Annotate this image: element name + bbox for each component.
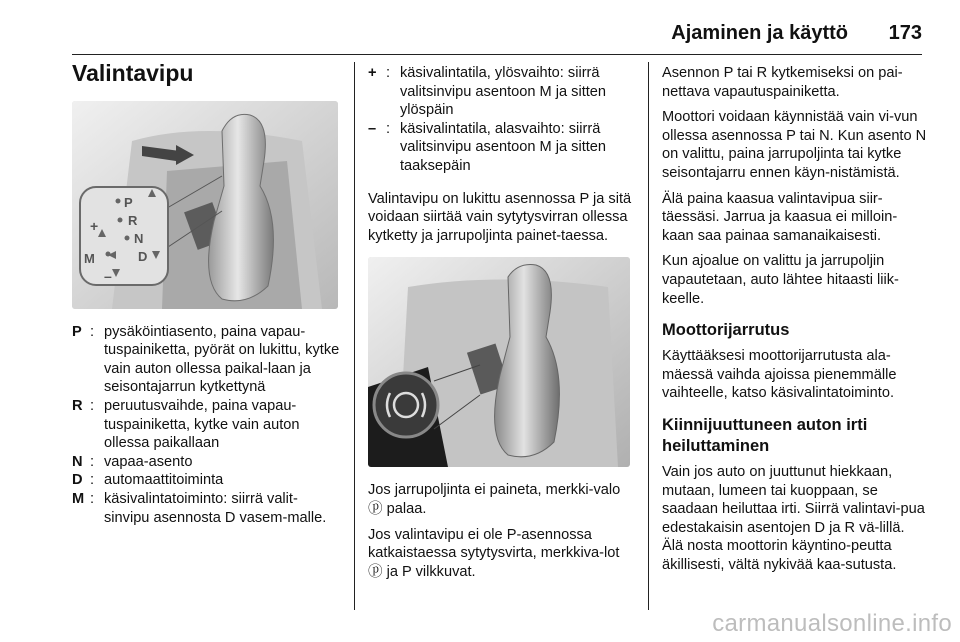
column-divider-2 (648, 62, 649, 610)
figure-label-d: D (138, 248, 148, 264)
figure-label-plus: + (90, 217, 99, 234)
def-row-r (72, 397, 340, 453)
heading-engine-braking: Moottorijarrutus (662, 321, 790, 340)
def-text: vapaa-asento (104, 453, 193, 470)
def-row-p (72, 323, 340, 397)
def-key: D (72, 472, 83, 489)
def-text: pysäköintiasento, paina vapau-tuspainiketta, pyörät on lukittu, kytke vain auton ollessa paikal-laan ja seisontajarrun kytkettynä (104, 323, 340, 396)
gear-selector-figure (72, 101, 338, 309)
paragraph-engine-start: Moottori voidaan käynnistää vain vi-vun ollessa asennossa P tai N. Kun asento N on valittu, paina jarrupoljinta tai kytke seisontajarru ennen käyn-nistämistä. (662, 109, 927, 181)
def-sep: : (90, 453, 95, 470)
def-row-m (72, 490, 340, 527)
def-row-n (72, 453, 340, 472)
def-text: käsivalintatila, ylösvaihto: siirrä valitsinvipu asentoon M ja sitten ylöspäin (400, 65, 607, 119)
def-key: N (72, 453, 83, 470)
brake-indicator-figure (368, 257, 630, 467)
def-sep: : (90, 323, 95, 340)
def-sep: : (386, 65, 391, 81)
figure-label-n: N (134, 230, 144, 246)
figure-label-m: M (84, 250, 95, 266)
def-key: – (368, 120, 377, 137)
figure-label-r: R (128, 212, 138, 228)
column-2 (368, 60, 634, 588)
paragraph-rocking-free: Vain jos auto on juuttunut hiekkaan, mutaan, lumeen tai kuoppaan, se saadaan heiluttaa irti. Siirrä valintavi-pua edestakaisin asentojen D ja R vä-lillä. Älä nosta moottorin käyntino-peutta äkillisesti, vältä nykivää kaa-sutusta. (662, 463, 925, 573)
column-divider-1 (354, 62, 355, 610)
column-3 (662, 60, 928, 581)
def-text: peruutusvaihde, paina vapau-tuspainiketta, kytke vain auton ollessa paikallaan (104, 397, 300, 452)
def-text: käsivalintatila, alasvaihto: siirrä valitsinvipu asentoon M ja sitten taaksepäin (400, 120, 607, 174)
column-1 (72, 60, 340, 527)
page-number: 173 (888, 22, 922, 44)
paragraph-brake-light: Jos jarrupoljinta ei paineta, merkki-valo ⓟ palaa. (368, 482, 621, 517)
figure-label-minus: – (104, 267, 112, 284)
def-text: käsivalintatoiminto: siirrä valit-sinvipu asennosta D vasem-malle. (104, 490, 327, 526)
def-row-d (72, 471, 340, 490)
heading-rocking-free: Kiinnijuuttuneen auton irti heiluttaminen (662, 415, 868, 455)
paragraph-ignition-off: Jos valintavipu ei ole P-asennossa katkaistaessa sytytysvirta, merkkiva-lot ⓟ ja P vilkkuvat. (368, 526, 620, 580)
header-rule (72, 54, 922, 55)
watermark: carmanualsonline.info (712, 610, 952, 637)
paragraph-engine-braking: Käyttääksesi moottorijarrutusta ala-mäessä vaihda ajoissa pienemmälle vaihteelle, katso käsivalintatoiminto. (662, 348, 897, 402)
def-row-plus (368, 64, 634, 120)
def-sep: : (90, 472, 95, 489)
def-key: M (72, 490, 85, 507)
gear-position-list (72, 323, 340, 528)
paragraph-accelerator: Älä paina kaasua valintavipua siir-täessäsi. Jarrua ja kaasua ei milloin-kaan saa painaa samanaikaisesti. (662, 190, 898, 244)
def-row-minus (368, 120, 634, 176)
figure-label-p: P (124, 194, 133, 210)
paragraph-creep: Kun ajoalue on valittu ja jarrupoljin vapautetaan, auto lähtee hitaasti liik-keelle. (662, 253, 899, 307)
section-title: Valintavipu (72, 60, 194, 86)
def-sep: : (386, 120, 391, 137)
def-key: + (368, 65, 377, 81)
def-text: automaattitoiminta (104, 472, 224, 489)
def-key: R (72, 397, 83, 414)
page-header-title: Ajaminen ja käyttö (671, 22, 848, 44)
def-key: P (72, 323, 82, 340)
def-sep: : (90, 490, 95, 507)
def-sep: : (90, 397, 95, 414)
paragraph-release-button: Asennon P tai R kytkemiseksi on pai-nettava vapautuspainiketta. (662, 65, 903, 100)
paragraph-lock: Valintavipu on lukittu asennossa P ja sitä voidaan siirtää vain sytytysvirran ollessa kytketty ja jarrupoljinta painet-taessa. (368, 190, 632, 244)
